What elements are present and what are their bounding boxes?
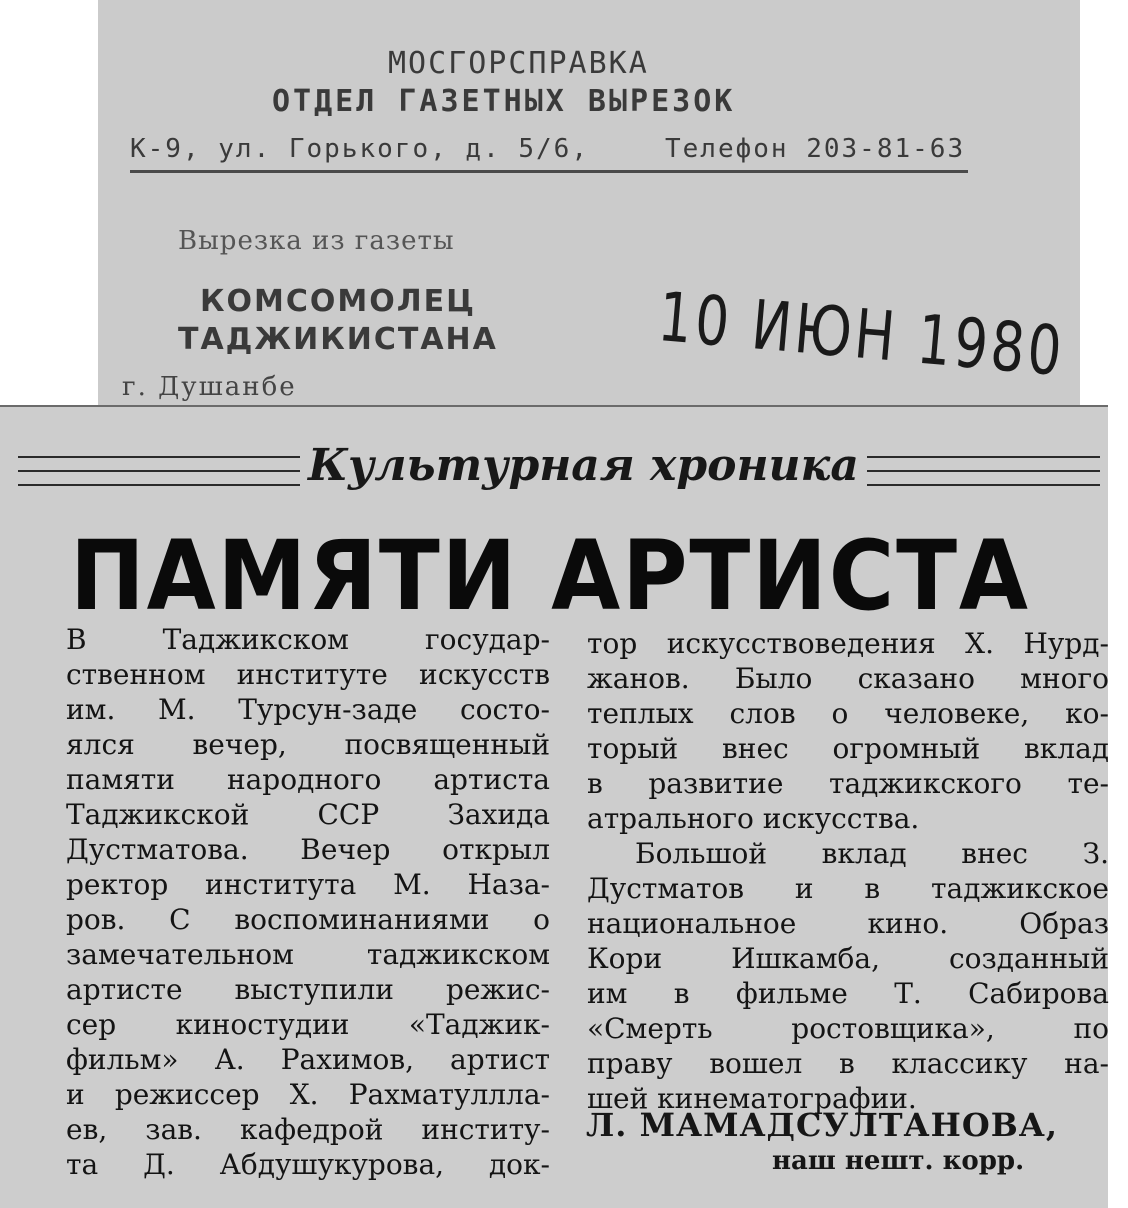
newspaper-name-line-1: КОМСОМОЛЕЦ	[200, 284, 476, 319]
text-line: сер киностудии «Таджик-	[66, 1008, 550, 1041]
city-label: г. Душанбе	[122, 372, 297, 402]
text-line: Дустматов и в таджикское	[587, 872, 1109, 905]
phone-line: Телефон 203-81-63	[665, 134, 966, 164]
text-line: ректор института М. Наза-	[66, 868, 550, 901]
stamp-divider	[130, 170, 968, 173]
text-line: ев, зав. кафедрой институ-	[66, 1113, 550, 1146]
text-line: ров. С воспоминаниями о	[66, 903, 550, 936]
text-line: торый внес огромный вклад	[587, 732, 1109, 765]
text-line: Дустматова. Вечер открыл	[66, 833, 550, 866]
text-line: национальное кино. Образ	[587, 907, 1109, 940]
text-line: теплых слов о человеке, ко-	[587, 697, 1109, 730]
text-line: артисте выступили режис-	[66, 973, 550, 1006]
text-line: в развитие таджикского те-	[587, 767, 1109, 800]
address-line: К-9, ул. Горького, д. 5/6,	[130, 134, 589, 164]
text-line: им в фильме Т. Сабирова	[587, 977, 1109, 1010]
text-line: Большой вклад внес З.	[635, 837, 1109, 870]
text-line: жанов. Было сказано много	[587, 662, 1109, 695]
text-line: Таджикской ССР Захида	[66, 798, 550, 831]
text-line: атрального искусства.	[587, 802, 920, 835]
text-line: шей кинематографии.	[587, 1082, 917, 1115]
text-line: праву вошел в классику на-	[587, 1047, 1109, 1080]
text-line: тор искусствоведения Х. Нурд-	[587, 627, 1109, 660]
text-line: памяти народного артиста	[66, 763, 550, 796]
text-line: ственном институте искусств	[66, 658, 550, 691]
rubric-title: Культурная хроника	[300, 440, 867, 491]
article-column-left	[66, 622, 550, 1182]
article-headline: ПАМЯТИ АРТИСТА	[70, 520, 1030, 632]
text-line: фильм» А. Рахимов, артист	[66, 1043, 550, 1076]
author-signature: Л. МАМАДСУЛТАНОВА,	[586, 1106, 1058, 1144]
text-line: Кори Ишкамба, созданный	[587, 942, 1109, 975]
department-name: ОТДЕЛ ГАЗЕТНЫХ ВЫРЕЗОК	[272, 84, 736, 119]
author-role: наш нешт. корр.	[772, 1146, 1025, 1176]
text-line: ялся вечер, посвященный	[66, 728, 550, 761]
cutting-label: Вырезка из газеты	[178, 226, 455, 256]
text-line: та Д. Абдушукурова, док-	[66, 1148, 550, 1181]
text-line: замечательном таджикском	[66, 938, 550, 971]
text-line: им. М. Турсун-заде состо-	[66, 693, 550, 726]
date-stamp: 10 ИЮН 1980	[655, 278, 1068, 393]
text-line: и режиссер Х. Рахматуллла-	[66, 1078, 550, 1111]
article-column-right	[587, 626, 1109, 1116]
text-line: «Смерть ростовщика», по	[587, 1012, 1109, 1045]
text-line: В Таджикском государ-	[66, 623, 550, 656]
newspaper-name-line-2: ТАДЖИКИСТАНА	[178, 322, 498, 357]
org-name: МОСГОРСПРАВКА	[388, 46, 649, 81]
